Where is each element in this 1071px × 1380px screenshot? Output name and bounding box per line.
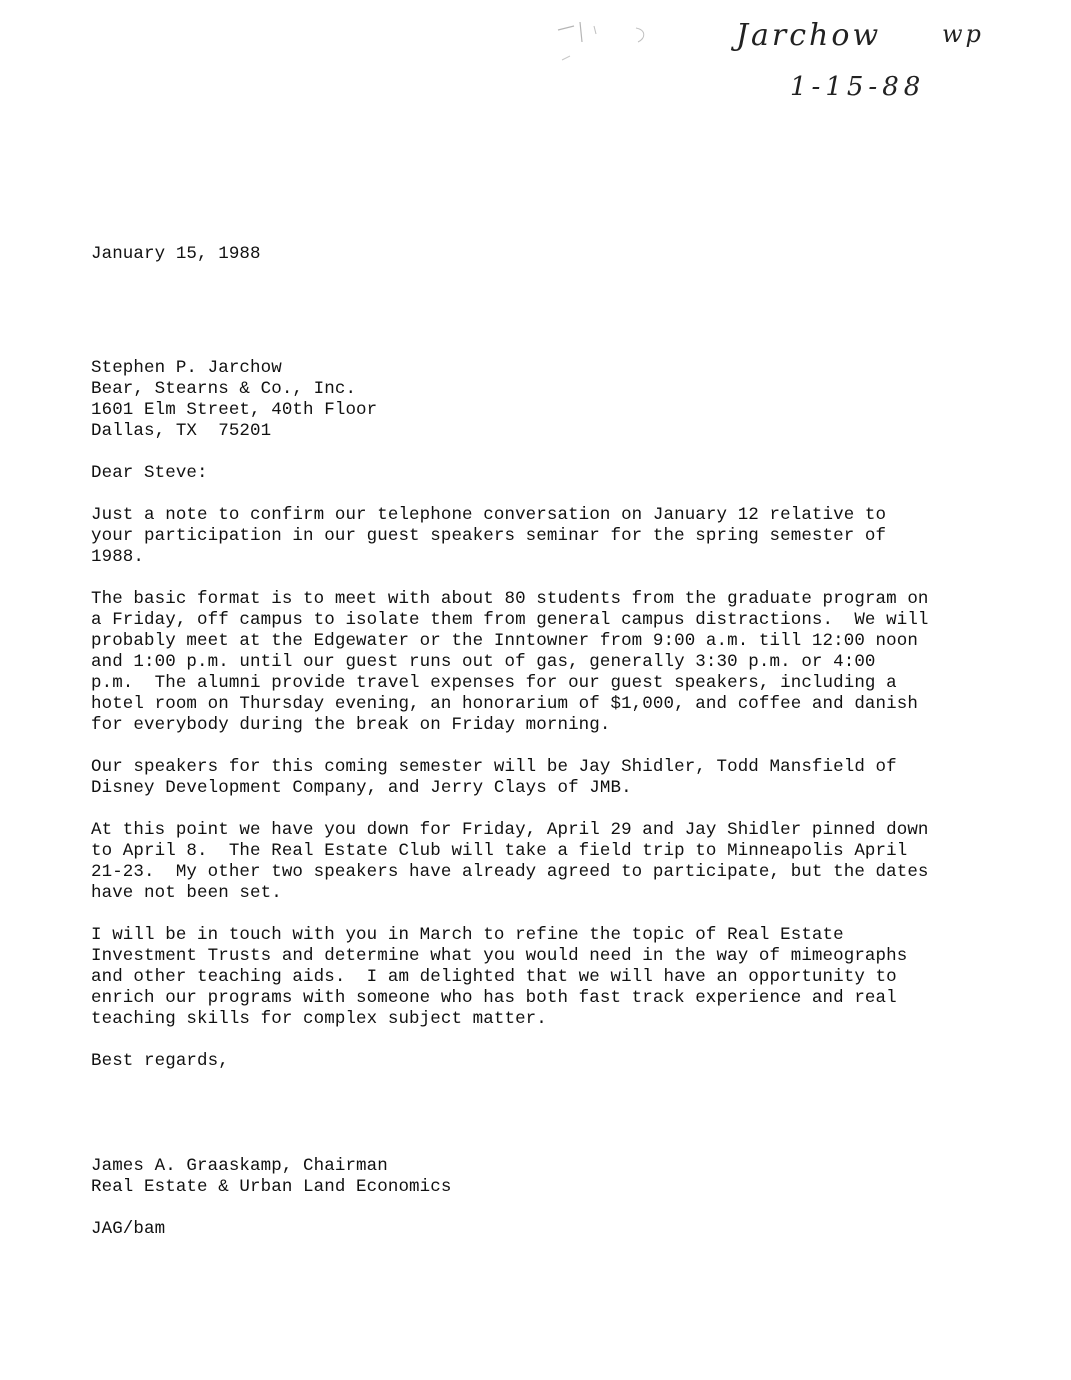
faint-pencil-marks [550,16,660,66]
letter-date: January 15, 1988 [91,244,261,264]
paragraph-line: The basic format is to meet with about 80 students from the graduate program on [91,589,929,609]
paragraph-line: probably meet at the Edgewater or the Inntowner from 9:00 a.m. till 12:00 noon [91,631,918,651]
paragraph-line: and other teaching aids. I am delighted that we will have an opportunity to [91,967,897,987]
paragraph-3 [91,757,991,799]
paragraph-2 [91,589,991,736]
paragraph-line: your participation in our guest speakers seminar for the spring semester of [91,526,887,546]
paragraph-line: Investment Trusts and determine what you would need in the way of mimeographs [91,946,908,966]
recipient-city: Dallas, TX 75201 [91,421,272,441]
paragraph-line: enrich our programs with someone who has both fast track experience and real [91,988,897,1008]
paragraph-line: I will be in touch with you in March to refine the topic of Real Estate [91,925,844,945]
handwritten-code: wp [942,20,984,48]
recipient-address [91,358,991,442]
closing: Best regards, [91,1051,229,1071]
paragraph-1 [91,505,991,568]
paragraph-5 [91,925,991,1030]
letter-body [91,244,991,1240]
paragraph-line: hotel room on Thursday evening, an honorarium of $1,000, and coffee and danish [91,694,918,714]
paragraph-line: and 1:00 p.m. until our guest runs out of gas, generally 3:30 p.m. or 4:00 [91,652,876,672]
paragraph-line: 21-23. My other two speakers have already agreed to participate, but the dates [91,862,929,882]
paragraph-4 [91,820,991,904]
paragraph-line: have not been set. [91,883,282,903]
signature-block [91,1156,991,1198]
signer-department: Real Estate & Urban Land Economics [91,1177,452,1197]
recipient-street: 1601 Elm Street, 40th Floor [91,400,378,420]
paragraph-line: a Friday, off campus to isolate them from general campus distractions. We will [91,610,929,630]
paragraph-line: 1988. [91,547,145,567]
paragraph-line: At this point we have you down for Friday, April 29 and Jay Shidler pinned down [91,820,929,840]
paragraph-line: p.m. The alumni provide travel expenses for our guest speakers, including a [91,673,897,693]
recipient-company: Bear, Stearns & Co., Inc. [91,379,357,399]
handwritten-name: Jarchow [736,18,882,53]
salutation: Dear Steve: [91,463,208,483]
recipient-name: Stephen P. Jarchow [91,358,282,378]
paragraph-line: Our speakers for this coming semester will be Jay Shidler, Todd Mansfield of [91,757,897,777]
paragraph-line: teaching skills for complex subject matter. [91,1009,547,1029]
paragraph-line: Just a note to confirm our telephone conversation on January 12 relative to [91,505,887,525]
paragraph-line: Disney Development Company, and Jerry Clays of JMB. [91,778,632,798]
paragraph-line: to April 8. The Real Estate Club will take a field trip to Minneapolis April [91,841,908,861]
reference-initials: JAG/bam [91,1219,166,1239]
signer-name: James A. Graaskamp, Chairman [91,1156,388,1176]
handwritten-date: 1-15-88 [790,72,926,102]
paragraph-line: for everybody during the break on Friday morning. [91,715,611,735]
